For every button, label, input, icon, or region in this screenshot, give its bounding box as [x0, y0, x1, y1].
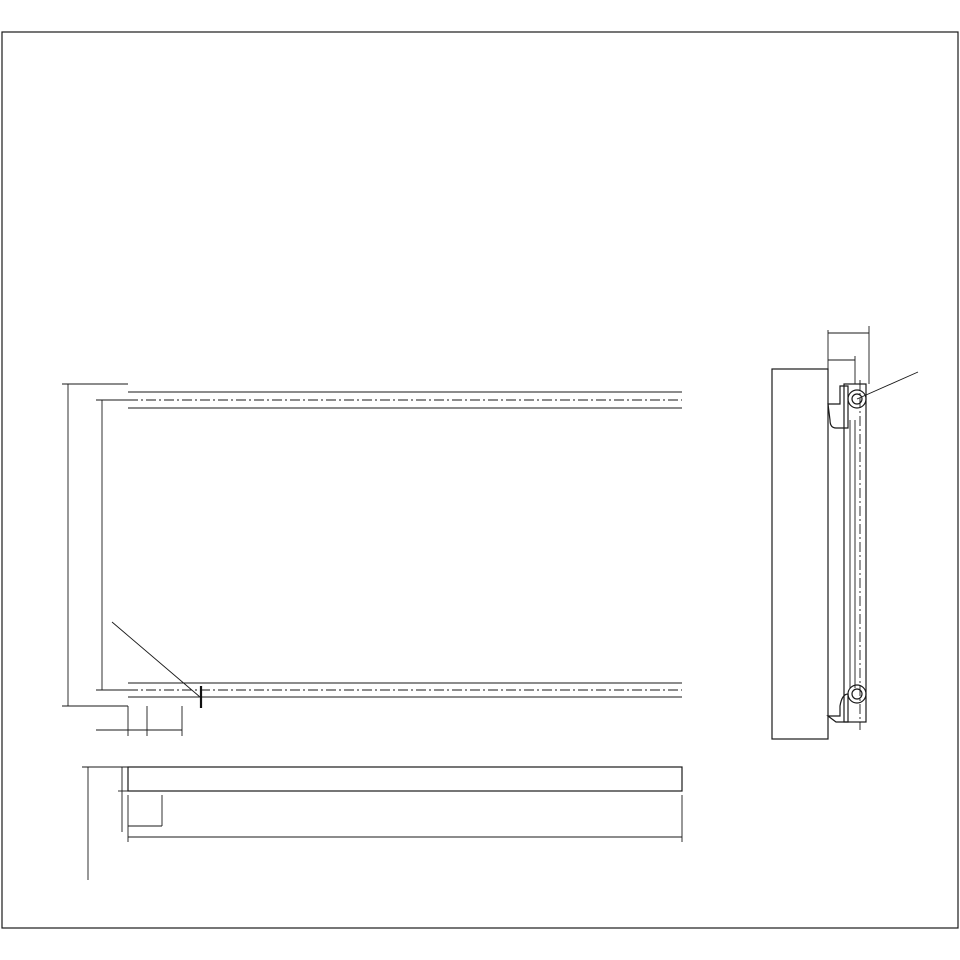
block-flow-leader [112, 622, 200, 697]
side-bracket-bottom [828, 694, 848, 722]
side-connection-bottom [848, 685, 866, 703]
drawing-border [2, 32, 958, 928]
side-view [772, 326, 918, 739]
side-connection-bottom-inner [852, 689, 862, 699]
top-header-bar [128, 767, 682, 791]
side-bracket-top [828, 386, 848, 428]
top-view [82, 767, 682, 880]
front-view [62, 384, 682, 736]
wall-outline [772, 369, 828, 739]
